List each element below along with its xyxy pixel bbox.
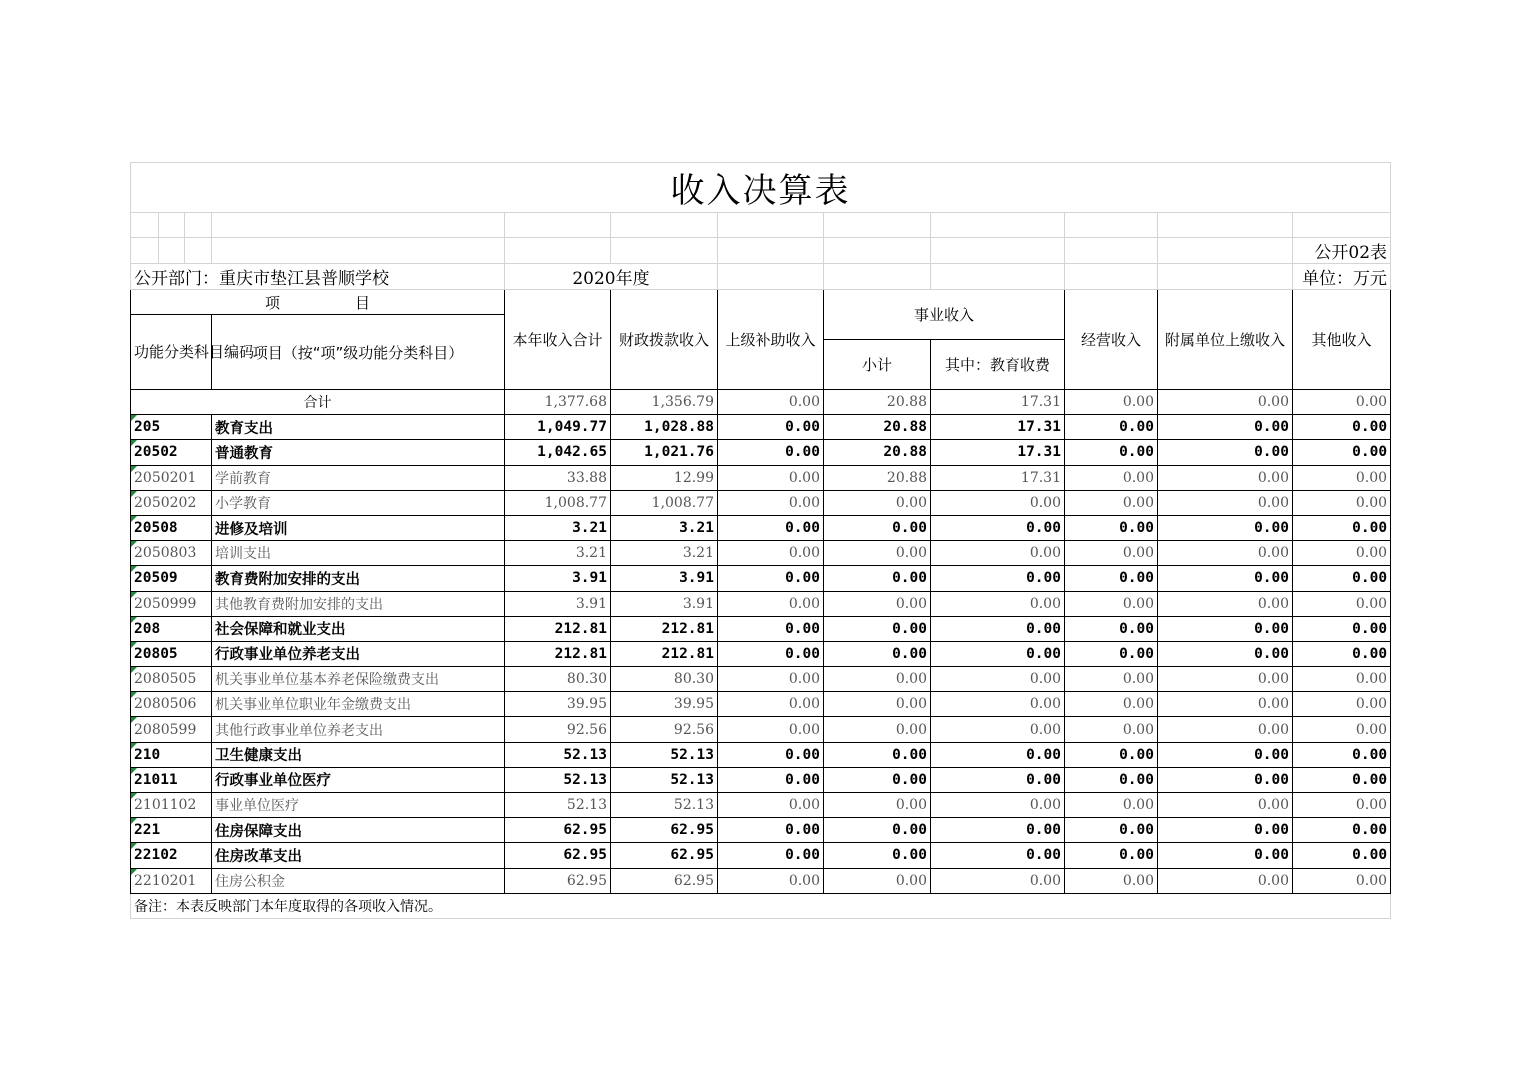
row-code: 20509 (131, 566, 212, 591)
cell-affiliated: 0.00 (1158, 415, 1293, 440)
cell-affiliated: 0.00 (1158, 591, 1293, 616)
total-label: 合计 (131, 390, 505, 415)
cell-other: 0.00 (1293, 767, 1391, 792)
table-row (131, 515, 1391, 540)
cell-other: 0.00 (1293, 541, 1391, 566)
cell-other: 0.00 (1293, 868, 1391, 893)
cell-edu-fee: 0.00 (931, 742, 1065, 767)
table-row (131, 818, 1391, 843)
cell-fiscal: 52.13 (611, 767, 718, 792)
row-code: 2210201 (131, 868, 212, 893)
cell-subtotal: 0.00 (824, 843, 931, 868)
cell-total: 33.88 (505, 465, 611, 490)
row-item-name: 住房保障支出 (212, 818, 505, 843)
cell-fiscal: 92.56 (611, 717, 718, 742)
cell-fiscal: 212.81 (611, 616, 718, 641)
cell-fiscal: 3.21 (611, 515, 718, 540)
cell-superior: 0.00 (718, 616, 824, 641)
cell-operating: 0.00 (1065, 717, 1158, 742)
cell-total: 3.91 (505, 591, 611, 616)
cell-total: 80.30 (505, 667, 611, 692)
cell-fiscal: 12.99 (611, 465, 718, 490)
row-code: 205 (131, 415, 212, 440)
table-row (131, 868, 1391, 893)
row-code: 20508 (131, 515, 212, 540)
cell-superior: 0.00 (718, 515, 824, 540)
cell-superior: 0.00 (718, 692, 824, 717)
cell-superior: 0.00 (718, 641, 824, 666)
cell-operating: 0.00 (1065, 843, 1158, 868)
table-row (131, 692, 1391, 717)
cell-operating: 0.00 (1065, 742, 1158, 767)
cell-affiliated: 0.00 (1158, 717, 1293, 742)
cell-total: 1,008.77 (505, 490, 611, 515)
cell-other: 0.00 (1293, 616, 1391, 641)
cell-affiliated: 0.00 (1158, 440, 1293, 465)
cell-total: 3.91 (505, 566, 611, 591)
row-item-name: 小学教育 (212, 490, 505, 515)
cell-total: 212.81 (505, 616, 611, 641)
cell-subtotal: 0.00 (824, 667, 931, 692)
cell-subtotal: 0.00 (824, 515, 931, 540)
cell-other: 0.00 (1293, 843, 1391, 868)
cell-other: 0.00 (1293, 692, 1391, 717)
header-total-income: 本年收入合计 (505, 290, 611, 390)
cell-other: 0.00 (1293, 515, 1391, 540)
cell-fiscal: 62.95 (611, 868, 718, 893)
row-item-name: 住房公积金 (212, 868, 505, 893)
cell-affiliated: 0.00 (1158, 692, 1293, 717)
cell-subtotal: 0.00 (824, 767, 931, 792)
cell-fiscal: 52.13 (611, 742, 718, 767)
cell-other: 0.00 (1293, 667, 1391, 692)
cell-superior: 0.00 (718, 390, 824, 415)
cell-fiscal: 1,008.77 (611, 490, 718, 515)
cell-fiscal: 80.30 (611, 667, 718, 692)
header-other-income: 其他收入 (1293, 290, 1391, 390)
cell-fiscal: 1,021.76 (611, 440, 718, 465)
table-row (131, 541, 1391, 566)
table-row (131, 793, 1391, 818)
cell-total: 39.95 (505, 692, 611, 717)
cell-operating: 0.00 (1065, 566, 1158, 591)
row-item-name: 教育支出 (212, 415, 505, 440)
cell-subtotal: 0.00 (824, 541, 931, 566)
cell-total: 62.95 (505, 868, 611, 893)
row-item-name: 行政事业单位养老支出 (212, 641, 505, 666)
unit-label: 单位：万元 (1293, 264, 1391, 290)
cell-total: 52.13 (505, 767, 611, 792)
cell-other: 0.00 (1293, 390, 1391, 415)
cell-edu-fee: 17.31 (931, 440, 1065, 465)
cell-affiliated: 0.00 (1158, 742, 1293, 767)
cell-other: 0.00 (1293, 591, 1391, 616)
cell-edu-fee: 17.31 (931, 390, 1065, 415)
cell-other: 0.00 (1293, 742, 1391, 767)
table-row (131, 465, 1391, 490)
cell-affiliated: 0.00 (1158, 818, 1293, 843)
row-code: 21011 (131, 767, 212, 792)
cell-operating: 0.00 (1065, 490, 1158, 515)
table-header (131, 290, 1391, 390)
table-row (131, 742, 1391, 767)
cell-operating: 0.00 (1065, 667, 1158, 692)
income-final-accounts-table (130, 162, 1391, 919)
cell-operating: 0.00 (1065, 616, 1158, 641)
cell-superior: 0.00 (718, 843, 824, 868)
cell-other: 0.00 (1293, 566, 1391, 591)
table-body (131, 390, 1391, 894)
cell-operating: 0.00 (1065, 868, 1158, 893)
cell-fiscal: 3.21 (611, 541, 718, 566)
header-business-income: 事业收入 (824, 290, 1065, 340)
cell-superior: 0.00 (718, 591, 824, 616)
cell-edu-fee: 0.00 (931, 717, 1065, 742)
cell-edu-fee: 0.00 (931, 692, 1065, 717)
table-row (131, 490, 1391, 515)
row-code: 20805 (131, 641, 212, 666)
cell-operating: 0.00 (1065, 440, 1158, 465)
row-code: 2050999 (131, 591, 212, 616)
cell-operating: 0.00 (1065, 692, 1158, 717)
cell-edu-fee: 0.00 (931, 566, 1065, 591)
cell-affiliated: 0.00 (1158, 616, 1293, 641)
row-item-name: 住房改革支出 (212, 843, 505, 868)
cell-affiliated: 0.00 (1158, 566, 1293, 591)
cell-edu-fee: 0.00 (931, 767, 1065, 792)
row-item-name: 教育费附加安排的支出 (212, 566, 505, 591)
row-code: 2080599 (131, 717, 212, 742)
table-row (131, 566, 1391, 591)
header-subtotal: 小计 (824, 340, 931, 390)
row-code: 2080506 (131, 692, 212, 717)
cell-subtotal: 0.00 (824, 717, 931, 742)
cell-superior: 0.00 (718, 465, 824, 490)
cell-operating: 0.00 (1065, 793, 1158, 818)
cell-subtotal: 0.00 (824, 490, 931, 515)
row-item-name: 事业单位医疗 (212, 793, 505, 818)
table-row (131, 415, 1391, 440)
cell-affiliated: 0.00 (1158, 667, 1293, 692)
cell-edu-fee: 0.00 (931, 843, 1065, 868)
cell-affiliated: 0.00 (1158, 390, 1293, 415)
cell-subtotal: 0.00 (824, 616, 931, 641)
row-item-name: 机关事业单位基本养老保险缴费支出 (212, 667, 505, 692)
table-row (131, 616, 1391, 641)
row-item-name: 其他行政事业单位养老支出 (212, 717, 505, 742)
cell-fiscal: 39.95 (611, 692, 718, 717)
cell-affiliated: 0.00 (1158, 868, 1293, 893)
cell-other: 0.00 (1293, 818, 1391, 843)
cell-subtotal: 20.88 (824, 465, 931, 490)
row-code: 2050803 (131, 541, 212, 566)
cell-operating: 0.00 (1065, 818, 1158, 843)
cell-fiscal: 3.91 (611, 591, 718, 616)
cell-fiscal: 3.91 (611, 566, 718, 591)
row-code: 20502 (131, 440, 212, 465)
cell-subtotal: 0.00 (824, 818, 931, 843)
page-title: 收入决算表 (131, 163, 1391, 213)
header-item-group: 项 目 (131, 290, 505, 315)
cell-superior: 0.00 (718, 868, 824, 893)
cell-affiliated: 0.00 (1158, 515, 1293, 540)
row-item-name: 卫生健康支出 (212, 742, 505, 767)
cell-superior: 0.00 (718, 818, 824, 843)
cell-edu-fee: 0.00 (931, 515, 1065, 540)
cell-affiliated: 0.00 (1158, 465, 1293, 490)
cell-affiliated: 0.00 (1158, 843, 1293, 868)
cell-edu-fee: 0.00 (931, 616, 1065, 641)
cell-subtotal: 20.88 (824, 390, 931, 415)
table-row (131, 641, 1391, 666)
cell-other: 0.00 (1293, 717, 1391, 742)
cell-total: 3.21 (505, 515, 611, 540)
cell-subtotal: 0.00 (824, 692, 931, 717)
cell-other: 0.00 (1293, 465, 1391, 490)
row-item-name: 培训支出 (212, 541, 505, 566)
cell-subtotal: 0.00 (824, 641, 931, 666)
cell-edu-fee: 17.31 (931, 465, 1065, 490)
table-row (131, 717, 1391, 742)
header-superior-subsidy: 上级补助收入 (718, 290, 824, 390)
row-item-name: 进修及培训 (212, 515, 505, 540)
cell-affiliated: 0.00 (1158, 641, 1293, 666)
cell-subtotal: 0.00 (824, 742, 931, 767)
cell-total: 92.56 (505, 717, 611, 742)
cell-superior: 0.00 (718, 767, 824, 792)
row-item-name: 普通教育 (212, 440, 505, 465)
row-code: 2101102 (131, 793, 212, 818)
cell-subtotal: 20.88 (824, 440, 931, 465)
table-note: 备注：本表反映部门本年度取得的各项收入情况。 (131, 893, 1391, 918)
cell-other: 0.00 (1293, 490, 1391, 515)
total-row (131, 390, 1391, 415)
cell-edu-fee: 0.00 (931, 591, 1065, 616)
cell-edu-fee: 0.00 (931, 641, 1065, 666)
cell-other: 0.00 (1293, 415, 1391, 440)
cell-superior: 0.00 (718, 717, 824, 742)
row-code: 221 (131, 818, 212, 843)
cell-edu-fee: 0.00 (931, 793, 1065, 818)
cell-fiscal: 62.95 (611, 843, 718, 868)
row-code: 2080505 (131, 667, 212, 692)
row-code: 2050202 (131, 490, 212, 515)
department-label: 公开部门：重庆市垫江县普顺学校 (131, 264, 505, 290)
cell-total: 212.81 (505, 641, 611, 666)
cell-superior: 0.00 (718, 793, 824, 818)
cell-total: 1,377.68 (505, 390, 611, 415)
cell-fiscal: 62.95 (611, 818, 718, 843)
cell-fiscal: 212.81 (611, 641, 718, 666)
cell-superior: 0.00 (718, 742, 824, 767)
cell-edu-fee: 0.00 (931, 868, 1065, 893)
cell-edu-fee: 0.00 (931, 667, 1065, 692)
cell-affiliated: 0.00 (1158, 793, 1293, 818)
header-operating-income: 经营收入 (1065, 290, 1158, 390)
header-item: 项目（按“项”级功能分类科目） (212, 315, 505, 390)
cell-fiscal: 1,028.88 (611, 415, 718, 440)
row-item-name: 行政事业单位医疗 (212, 767, 505, 792)
table-row (131, 843, 1391, 868)
cell-other: 0.00 (1293, 641, 1391, 666)
row-item-name: 机关事业单位职业年金缴费支出 (212, 692, 505, 717)
row-item-name: 其他教育费附加安排的支出 (212, 591, 505, 616)
cell-edu-fee: 17.31 (931, 415, 1065, 440)
cell-total: 1,042.65 (505, 440, 611, 465)
cell-subtotal: 0.00 (824, 566, 931, 591)
cell-operating: 0.00 (1065, 515, 1158, 540)
cell-other: 0.00 (1293, 793, 1391, 818)
cell-operating: 0.00 (1065, 591, 1158, 616)
header-code: 功能分类科目编码 (131, 315, 212, 390)
cell-edu-fee: 0.00 (931, 541, 1065, 566)
fiscal-year: 2020年度 (505, 264, 718, 290)
row-code: 22102 (131, 843, 212, 868)
cell-affiliated: 0.00 (1158, 541, 1293, 566)
cell-superior: 0.00 (718, 566, 824, 591)
cell-edu-fee: 0.00 (931, 818, 1065, 843)
cell-operating: 0.00 (1065, 465, 1158, 490)
table-row (131, 667, 1391, 692)
cell-superior: 0.00 (718, 415, 824, 440)
cell-fiscal: 1,356.79 (611, 390, 718, 415)
form-number: 公开02表 (1293, 238, 1391, 264)
row-code: 2050201 (131, 465, 212, 490)
cell-total: 1,049.77 (505, 415, 611, 440)
table-row (131, 591, 1391, 616)
header-fiscal-income: 财政拨款收入 (611, 290, 718, 390)
row-item-name: 社会保障和就业支出 (212, 616, 505, 641)
cell-superior: 0.00 (718, 667, 824, 692)
cell-superior: 0.00 (718, 541, 824, 566)
cell-operating: 0.00 (1065, 641, 1158, 666)
cell-subtotal: 20.88 (824, 415, 931, 440)
row-item-name: 学前教育 (212, 465, 505, 490)
header-edu-fee: 其中：教育收费 (931, 340, 1065, 390)
row-code: 208 (131, 616, 212, 641)
row-code: 210 (131, 742, 212, 767)
cell-affiliated: 0.00 (1158, 490, 1293, 515)
header-affiliated-income: 附属单位上缴收入 (1158, 290, 1293, 390)
cell-edu-fee: 0.00 (931, 490, 1065, 515)
cell-total: 62.95 (505, 818, 611, 843)
cell-affiliated: 0.00 (1158, 767, 1293, 792)
cell-operating: 0.00 (1065, 767, 1158, 792)
cell-total: 62.95 (505, 843, 611, 868)
cell-total: 3.21 (505, 541, 611, 566)
cell-total: 52.13 (505, 742, 611, 767)
cell-operating: 0.00 (1065, 390, 1158, 415)
cell-superior: 0.00 (718, 490, 824, 515)
cell-subtotal: 0.00 (824, 868, 931, 893)
cell-superior: 0.00 (718, 440, 824, 465)
cell-operating: 0.00 (1065, 415, 1158, 440)
cell-subtotal: 0.00 (824, 591, 931, 616)
table-row (131, 440, 1391, 465)
cell-total: 52.13 (505, 793, 611, 818)
cell-fiscal: 52.13 (611, 793, 718, 818)
cell-subtotal: 0.00 (824, 793, 931, 818)
table-row (131, 767, 1391, 792)
cell-other: 0.00 (1293, 440, 1391, 465)
cell-operating: 0.00 (1065, 541, 1158, 566)
